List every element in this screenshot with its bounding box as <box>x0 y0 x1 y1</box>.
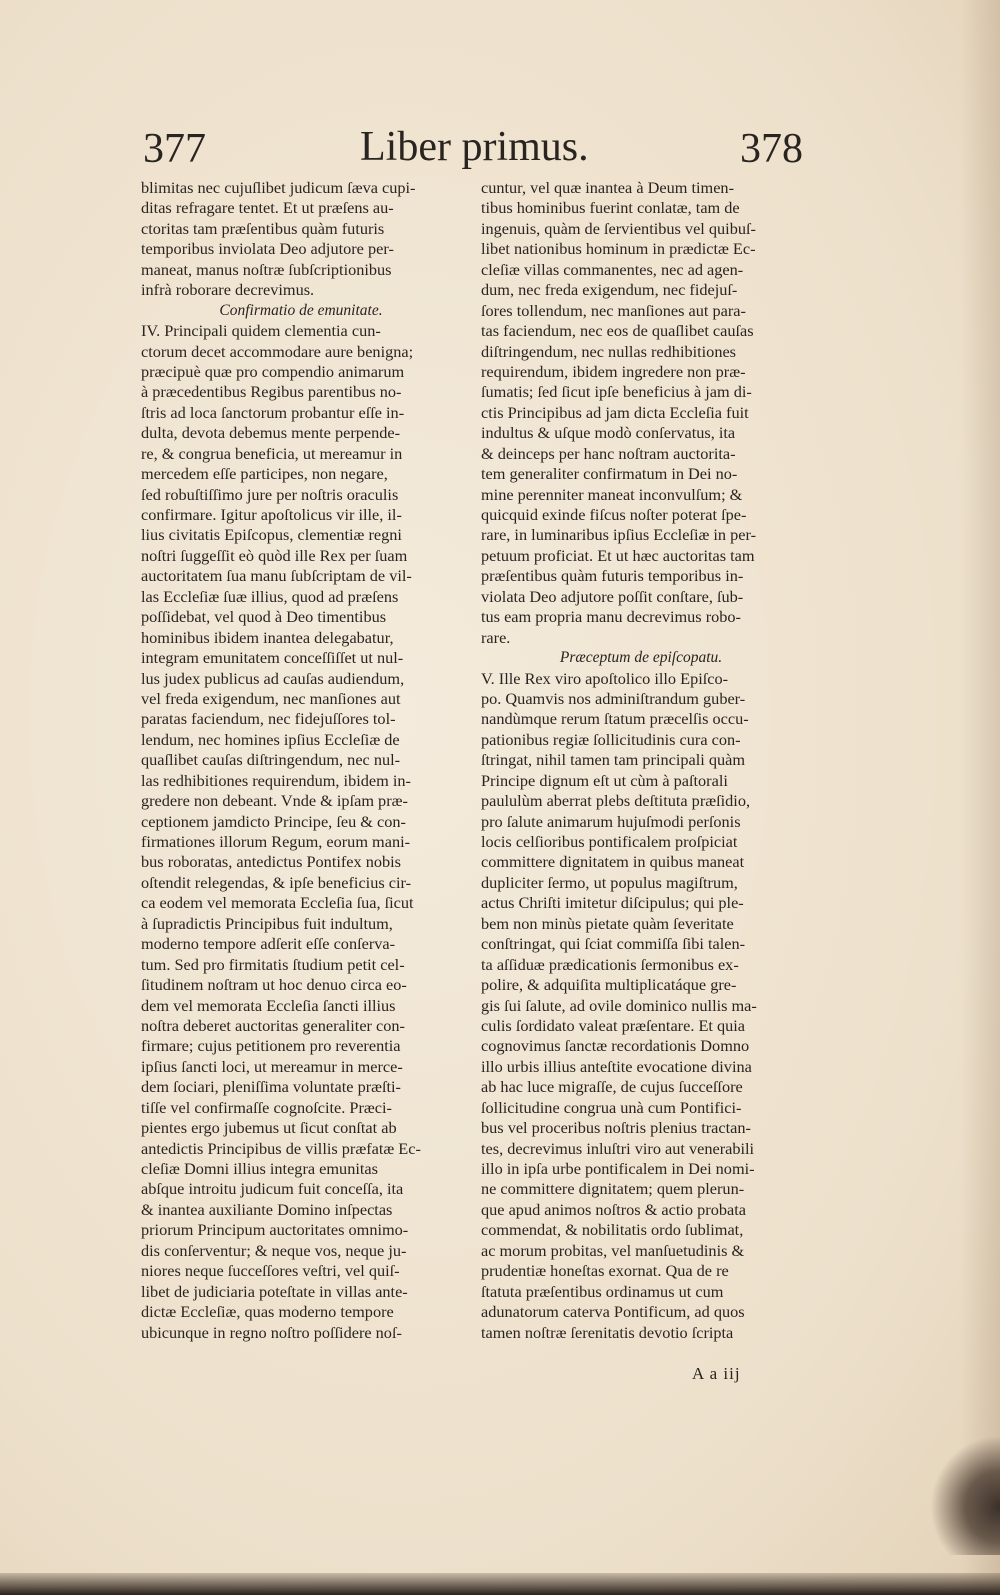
text-line: bus vel proceribus noſtris plenius tractan- <box>481 1118 751 1138</box>
text-line: prudentiæ honeſtas exornat. Qua de re <box>481 1261 729 1281</box>
text-line: tiſſe vel confirmaſſe cognoſcite. Præci- <box>141 1097 392 1117</box>
text-line: locis celſioribus pontificalem proſpiciat <box>481 832 738 851</box>
left-page-number: 377 <box>143 126 206 172</box>
text-line: ubicunque in regno noſtro poſſidere noſ- <box>141 1322 402 1342</box>
text-line: pro ſalute animarum hujuſmodi perſonis <box>481 811 741 831</box>
text-line: tem generaliter confirmatum in Dei no- <box>481 464 738 484</box>
text-line: integram emunitatem conceſſiſſet ut nul- <box>141 648 404 668</box>
text-line: ſed robuſtiſſimo jure per noſtris oraculis <box>141 484 399 504</box>
text-line: firmationes illorum Regum, eorum mani- <box>141 832 411 851</box>
signature-mark: A a iij <box>692 1364 741 1383</box>
page-edge-shadow <box>960 0 1000 1595</box>
text-line: illo urbis illius anteſtite evocatione divina <box>481 1056 752 1076</box>
text-line: paratas faciendum, nec fidejuſſores tol- <box>141 709 396 729</box>
text-line: ingenuis, quàm de ſervientibus vel quibuſ- <box>481 218 756 238</box>
text-line: cuntur, vel quæ inantea à Deum timen- <box>481 178 734 197</box>
text-line: cognovimus ſanctæ recordationis Domno <box>481 1036 750 1056</box>
text-line: ſitudinem noſtram ut hoc denuo circa eo- <box>141 975 407 995</box>
text-line: dis conſerventur; & neque vos, neque ju- <box>141 1240 407 1260</box>
text-line: ſumatis; ſed ſicut ipſe beneficius à jam di- <box>481 382 752 402</box>
text-line: ca eodem vel memorata Eccleſia ſua, ſicut <box>141 893 414 913</box>
text-line: tes, decrevimus inluſtri viro aut venerabili <box>481 1138 755 1158</box>
text-line: ac morum probitas, vel manſuetudinis & <box>481 1240 745 1260</box>
text-line: gredere non debeant. Vnde & ipſam præ- <box>141 791 408 811</box>
text-line: que apud animos noſtros & actio probata <box>481 1199 746 1219</box>
text-line: cleſiæ Domni illius integra emunitas <box>141 1159 378 1178</box>
text-line: IV. Principali quidem clementia cun- <box>141 321 381 341</box>
text-line: Principe dignum eſt ut cùm à paſtorali <box>481 770 728 790</box>
text-line: antedictis Principibus de villis præfatæ Ec- <box>141 1138 421 1158</box>
text-line: lendum, nec homines ipſius Eccleſiæ de <box>141 729 400 749</box>
text-line: præcipuè quæ pro compendio animarum <box>141 361 405 381</box>
text-line: pationibus regiæ ſollicitudinis cura con- <box>481 729 741 749</box>
text-line: moderno tempore adſerit eſſe conſerva- <box>141 934 396 954</box>
text-line: mine perenniter maneat inconvulſum; & <box>481 484 743 504</box>
text-line: po. Quamvis nos adminiſtrandum guber- <box>481 688 746 708</box>
text-line: las redhibitiones requirendum, ibidem in- <box>141 770 411 790</box>
text-line: indultus & uſque modò conſervatus, ita <box>481 423 736 443</box>
text-line: V. Ille Rex viro apoſtolico illo Epiſco- <box>481 668 729 688</box>
text-line: libet de judiciaria poteſtate in villas ante- <box>141 1281 408 1301</box>
text-line: vel freda exigendum, nec manſiones aut <box>141 688 401 708</box>
text-line: infrà roborare decrevimus. <box>141 280 315 300</box>
text-line: ipſius ſancti loci, ut mereamur in merce- <box>141 1056 403 1076</box>
text-line: rare. <box>481 627 511 647</box>
section-heading: Confirmatio de emunitate. <box>219 301 383 319</box>
text-line: auctoritatem ſua manu ſubſcriptam de vil- <box>141 566 412 586</box>
text-line: dem vel memorata Eccleſia ſancti illius <box>141 995 396 1015</box>
text-line: commendat, & nobilitatis ordo ſublimat, <box>481 1220 744 1240</box>
text-line: noſtri ſuggeſſit eò quòd ille Rex per ſuam <box>141 545 408 565</box>
text-line: quaſlibet cauſas diſtringendum, nec nul- <box>141 750 401 770</box>
text-line: ctis Principibus ad jam dicta Eccleſia fuit <box>481 402 749 422</box>
text-line: tas faciendum, nec eos de quaſlibet cauſas <box>481 321 754 341</box>
text-line: ſtris ad loca ſanctorum probantur eſſe in- <box>141 402 405 422</box>
text-line: las Eccleſiæ ſuæ illius, quod ad præſens <box>141 586 399 606</box>
text-line: mercedem eſſe participes, non negare, <box>141 464 388 484</box>
text-line: ceptionem jamdicto Principe, ſeu & con- <box>141 811 406 831</box>
text-line: lus judex publicus ad cauſas audiendum, <box>141 668 405 688</box>
text-line: pientes ergo jubemus ut ſicut conſtat ab <box>141 1118 397 1138</box>
text-line: bus roboratas, antedictus Pontifex nobis <box>141 852 402 872</box>
text-line: niores neque ſucceſſores veſtri, vel quiſ- <box>141 1261 400 1281</box>
text-line: ditas refragare tentet. Et ut præſens au- <box>141 198 394 218</box>
text-line: ſollicitudine congrua unà cum Pontifici- <box>481 1097 742 1117</box>
text-line: requirendum, ibidem ingredere non præ- <box>481 361 746 381</box>
text-line: re, & congrua beneficia, ut mereamur in <box>141 443 403 463</box>
right-text-column <box>481 178 801 1343</box>
section-heading: Præceptum de epiſcopatu. <box>559 649 723 667</box>
text-line: oſtendit relegendas, & ipſe beneficius cir- <box>141 872 412 892</box>
text-line: culis ſordidato valeat præſentare. Et quia <box>481 1015 746 1035</box>
text-line: tamen noſtræ ſerenitatis devotio ſcripta <box>481 1322 734 1342</box>
text-line: ſtringat, nihil tamen tam principali quàm <box>481 750 746 770</box>
left-text-column <box>141 178 461 1343</box>
text-line: adunatorum caterva Pontificum, ad quos <box>481 1302 745 1322</box>
text-line: ab hac luce migraſſe, de cujus ſucceſſore <box>481 1077 743 1097</box>
text-line: hominibus ibidem inantea delegabatur, <box>141 627 394 647</box>
running-title: Liber primus. <box>360 124 589 170</box>
text-line: blimitas nec cujuſlibet judicum ſæva cupi- <box>141 178 416 197</box>
text-line: & deinceps per hanc noſtram auctorita- <box>481 443 736 463</box>
text-line: polire, & adquiſita multiplicatáque gre- <box>481 975 737 995</box>
text-line: tus eam propria manu decrevimus robo- <box>481 607 741 627</box>
page-bottom-edge <box>0 1573 1000 1595</box>
text-line: committere dignitatem in quibus maneat <box>481 852 745 872</box>
text-line: ctoritas tam præſentibus quàm futuris <box>141 218 385 238</box>
text-line: ſtatuta præſentibus ordinamus ut cum <box>481 1281 724 1301</box>
text-line: dulta, devota debemus mente perpende- <box>141 423 401 443</box>
text-line: petuum proficiat. Et ut hæc auctoritas tam <box>481 545 755 565</box>
right-page-number: 378 <box>740 126 803 172</box>
text-line: quicquid exinde fiſcus noſter poterat ſpe- <box>481 505 747 524</box>
text-line: ctorum decet accommodare aure benigna; <box>141 341 414 361</box>
page-stain <box>930 1435 1000 1555</box>
text-line: noſtra deberet auctoritas generaliter con- <box>141 1015 405 1035</box>
text-line: rare, in luminaribus ipſius Eccleſiæ in per- <box>481 525 757 545</box>
text-line: abſque introitu judicum fuit conceſſa, ita <box>141 1179 404 1199</box>
text-line: tibus hominibus fuerint conlatæ, tam de <box>481 198 740 218</box>
text-line: paululùm aberrat plebs deſtituta præſidio, <box>481 791 751 811</box>
text-line: libet nationibus hominum in prædictæ Ec- <box>481 239 756 259</box>
text-line: dictæ Eccleſiæ, quas moderno tempore <box>141 1302 394 1322</box>
text-line: conſtringat, qui ſciat commiſſa ſibi talen- <box>481 934 746 954</box>
text-line: dum, nec freda exigendum, nec fidejuſ- <box>481 280 738 300</box>
text-line: diſtringendum, nec nullas redhibitiones <box>481 341 737 361</box>
text-line: violata Deo adjutore poſſit conſtare, ſub- <box>481 586 744 606</box>
text-line: bem non minùs pietate quàm ſeveritate <box>481 913 734 933</box>
text-line: dupliciter ſermo, ut populus magiſtrum, <box>481 872 738 892</box>
text-line: maneat, manus noſtræ ſubſcriptionibus <box>141 259 392 279</box>
text-line: dem ſociari, pleniſſima voluntate præſti- <box>141 1077 401 1097</box>
text-line: cleſiæ villas commanentes, nec ad agen- <box>481 259 744 279</box>
text-line: lius civitatis Epiſcopus, clementiæ regni <box>141 525 402 545</box>
text-line: gis ſui ſalute, ad ovile dominico nullis ma- <box>481 995 757 1015</box>
text-line: actus Chriſti imitetur diſcipulus; qui ple- <box>481 893 744 913</box>
text-line: confirmare. Igitur apoſtolicus vir ille, il- <box>141 505 402 524</box>
text-line: à præcedentibus Regibus parentibus no- <box>141 382 402 402</box>
text-line: temporibus inviolata Deo adjutore per- <box>141 239 394 259</box>
text-line: poſſidebat, vel quod à Deo timentibus <box>141 607 387 627</box>
text-line: ne committere dignitatem; quem plerun- <box>481 1179 745 1199</box>
text-line: à ſupradictis Principibus fuit indultum, <box>141 913 393 933</box>
text-line: tum. Sed pro firmitatis ſtudium petit cel- <box>141 954 405 974</box>
text-line: nandùmque rerum ſtatum præcelſis occu- <box>481 709 749 729</box>
text-line: firmare; cujus petitionem pro reverentia <box>141 1036 401 1056</box>
text-line: ta aſſiduæ prædicationis ſermonibus ex- <box>481 954 739 974</box>
text-line: ſores tollendum, nec manſiones aut para- <box>481 300 746 320</box>
text-line: illo in ipſa urbe pontificalem in Dei nomi- <box>481 1159 755 1178</box>
text-line: priorum Principum auctoritates omnimo- <box>141 1220 409 1240</box>
text-line: & inantea auxiliante Domino inſpectas <box>141 1199 393 1219</box>
text-line: præſentibus quàm futuris temporibus in- <box>481 566 744 586</box>
